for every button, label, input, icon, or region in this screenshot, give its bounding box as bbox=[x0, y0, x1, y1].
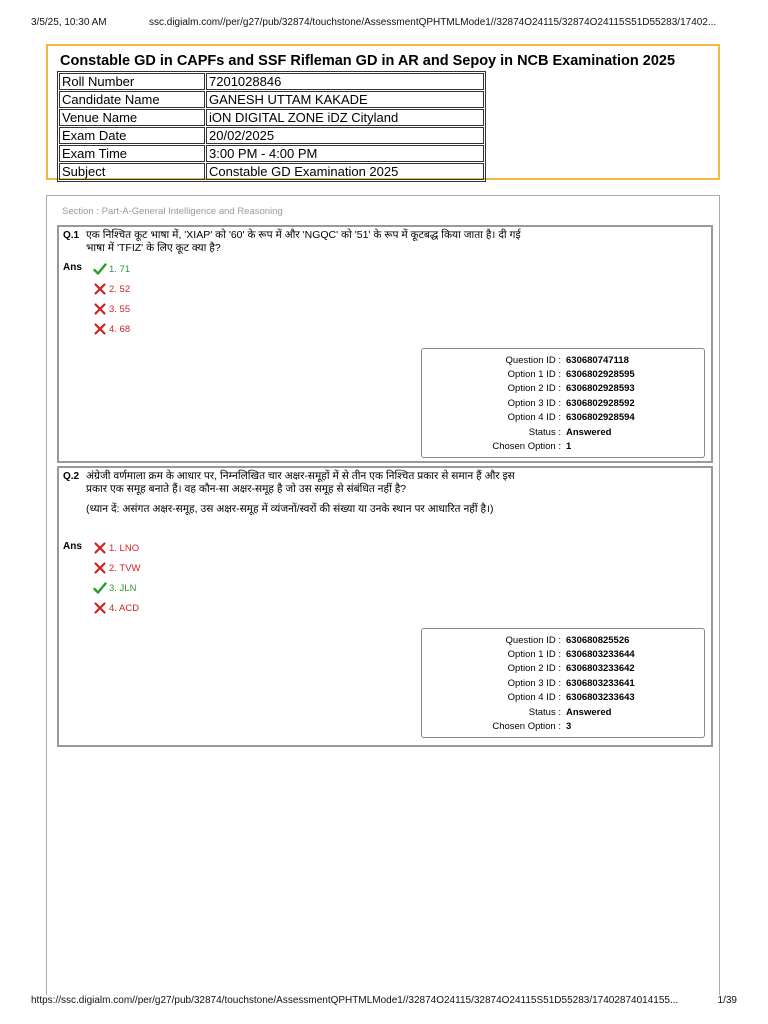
option-3 bbox=[93, 302, 130, 316]
info-value: 20/02/2025 bbox=[206, 127, 484, 144]
section-label: Section : Part-A-General Intelligence and Reasoning bbox=[62, 206, 283, 217]
option-label: 3. 55 bbox=[109, 303, 131, 315]
meta-row-option2-id bbox=[422, 662, 704, 676]
option-4 bbox=[93, 601, 139, 615]
info-row-candidate-name bbox=[59, 91, 484, 108]
meta-value: 6306802928594 bbox=[566, 412, 635, 423]
cross-icon bbox=[93, 302, 109, 316]
meta-key: Option 2 ID : bbox=[507, 383, 561, 394]
section-panel bbox=[46, 195, 720, 995]
meta-key: Question ID : bbox=[505, 635, 561, 646]
question-paragraph: अंग्रेजी वर्णमाला क्रम के आधार पर, निम्नलिखित चार अक्षर-समूहों में से तीन एक निश्चित प्रकार से समान हैं और इस प्रकार एक समूह बनाते हैं। वह कौन-सा अक्षर-समूह है जो उस समूह से संबंधित नहीं है? bbox=[86, 470, 515, 495]
print-url: ssc.digialm.com//per/g27/pub/32874/touchstone/AssessmentQPHTMLMode1//32874O24115/32874O24115S51D55283/17402... bbox=[149, 17, 717, 28]
print-header bbox=[31, 17, 737, 31]
info-row-exam-date bbox=[59, 127, 484, 144]
meta-key: Question ID : bbox=[505, 355, 561, 366]
meta-row-chosen-option bbox=[422, 440, 704, 454]
question-note: (ध्यान दें: असंगत अक्षर-समूह, उस अक्षर-समूह में व्यंजनों/स्वरों की संख्या या उनके स्थान पर आधारित नहीं है।) bbox=[86, 503, 494, 515]
meta-row-status bbox=[422, 706, 704, 720]
cross-icon bbox=[93, 541, 109, 555]
meta-value: Answered bbox=[566, 427, 612, 438]
info-key: Exam Date bbox=[59, 127, 205, 144]
info-key: Candidate Name bbox=[59, 91, 205, 108]
meta-row-option1-id bbox=[422, 368, 704, 382]
meta-value: 6306803233644 bbox=[566, 649, 635, 660]
option-2 bbox=[93, 561, 141, 575]
meta-key: Option 4 ID : bbox=[507, 412, 561, 423]
cross-icon bbox=[93, 601, 109, 615]
meta-row-question-id bbox=[422, 634, 704, 648]
print-footer bbox=[31, 995, 737, 1009]
info-value: GANESH UTTAM KAKADE bbox=[206, 91, 484, 108]
cross-icon bbox=[93, 282, 109, 296]
question-card-2 bbox=[57, 466, 713, 747]
answer-label: Ans bbox=[63, 541, 82, 552]
exam-info-box bbox=[46, 44, 720, 180]
meta-value: 630680747118 bbox=[566, 355, 629, 366]
meta-value: 1 bbox=[566, 441, 572, 452]
meta-row-option2-id bbox=[422, 382, 704, 396]
info-row-exam-time bbox=[59, 145, 484, 162]
option-label: 2. TVW bbox=[109, 562, 141, 574]
question-card-1 bbox=[57, 225, 713, 463]
option-label: 1. 71 bbox=[109, 263, 131, 275]
question-paragraph: एक निश्चित कूट भाषा में, 'XIAP' को '60' के रूप में और 'NGQC' को '51' के रूप में कूटबद्ध किया जाता है। दी गई भाषा में 'TFIZ' के लिए कूट क्या है? bbox=[86, 229, 521, 254]
question-text bbox=[86, 229, 526, 255]
info-value: Constable GD Examination 2025 bbox=[206, 163, 484, 180]
print-footer-url: https://ssc.digialm.com//per/g27/pub/32874/touchstone/AssessmentQPHTMLMode1//32874O24115/32874O24115S51D55283/17402874014155... bbox=[31, 995, 679, 1006]
info-key: Venue Name bbox=[59, 109, 205, 126]
info-value: iON DIGITAL ZONE iDZ Cityland bbox=[206, 109, 484, 126]
candidate-info-table bbox=[57, 71, 486, 182]
info-row-subject bbox=[59, 163, 484, 180]
checkmark-icon bbox=[93, 581, 109, 595]
meta-value: 6306803233642 bbox=[566, 663, 635, 674]
question-number: Q.2 bbox=[63, 471, 80, 482]
meta-key: Option 2 ID : bbox=[507, 663, 561, 674]
meta-row-option3-id bbox=[422, 397, 704, 411]
answer-label: Ans bbox=[63, 262, 82, 273]
meta-value: 3 bbox=[566, 721, 572, 732]
question-number: Q.1 bbox=[63, 230, 80, 241]
info-row-venue-name bbox=[59, 109, 484, 126]
meta-key: Status : bbox=[528, 427, 561, 438]
option-label: 4. ACD bbox=[109, 602, 140, 614]
print-datetime: 3/5/25, 10:30 AM bbox=[31, 17, 107, 28]
meta-key: Option 3 ID : bbox=[507, 398, 561, 409]
exam-title: Constable GD in CAPFs and SSF Rifleman GD in AR and Sepoy in NCB Examination 2025 bbox=[60, 53, 676, 69]
checkmark-icon bbox=[93, 262, 109, 276]
meta-value: 6306803233641 bbox=[566, 678, 635, 689]
option-label: 4. 68 bbox=[109, 323, 131, 335]
meta-key: Option 3 ID : bbox=[507, 678, 561, 689]
meta-value: 6306802928593 bbox=[566, 383, 635, 394]
meta-key: Option 1 ID : bbox=[507, 649, 561, 660]
cross-icon bbox=[93, 322, 109, 336]
cross-icon bbox=[93, 561, 109, 575]
option-1 bbox=[93, 262, 130, 276]
question-text bbox=[86, 470, 526, 516]
meta-value: Answered bbox=[566, 707, 612, 718]
meta-value: 6306802928592 bbox=[566, 398, 635, 409]
info-key: Exam Time bbox=[59, 145, 205, 162]
option-label: 2. 52 bbox=[109, 283, 131, 295]
meta-key: Status : bbox=[528, 707, 561, 718]
question-meta-panel bbox=[421, 628, 705, 738]
info-key: Roll Number bbox=[59, 73, 205, 90]
option-4 bbox=[93, 322, 130, 336]
meta-value: 6306802928595 bbox=[566, 369, 635, 380]
option-label: 1. LNO bbox=[109, 542, 140, 554]
meta-row-option1-id bbox=[422, 648, 704, 662]
meta-row-option3-id bbox=[422, 677, 704, 691]
info-value: 3:00 PM - 4:00 PM bbox=[206, 145, 484, 162]
meta-key: Chosen Option : bbox=[492, 441, 561, 452]
meta-key: Option 1 ID : bbox=[507, 369, 561, 380]
option-label: 3. JLN bbox=[109, 582, 137, 594]
meta-value: 6306803233643 bbox=[566, 692, 635, 703]
meta-row-chosen-option bbox=[422, 720, 704, 734]
meta-value: 630680825526 bbox=[566, 635, 630, 646]
option-2 bbox=[93, 282, 130, 296]
meta-row-option4-id bbox=[422, 411, 704, 425]
question-meta-panel bbox=[421, 348, 705, 458]
option-3 bbox=[93, 581, 136, 595]
info-row-roll-number bbox=[59, 73, 484, 90]
meta-key: Chosen Option : bbox=[492, 721, 561, 732]
meta-row-question-id bbox=[422, 354, 704, 368]
meta-row-status bbox=[422, 426, 704, 440]
option-1 bbox=[93, 541, 139, 555]
page-number: 1/39 bbox=[717, 995, 737, 1006]
info-key: Subject bbox=[59, 163, 205, 180]
meta-key: Option 4 ID : bbox=[507, 692, 561, 703]
info-value: 7201028846 bbox=[206, 73, 484, 90]
meta-row-option4-id bbox=[422, 691, 704, 705]
